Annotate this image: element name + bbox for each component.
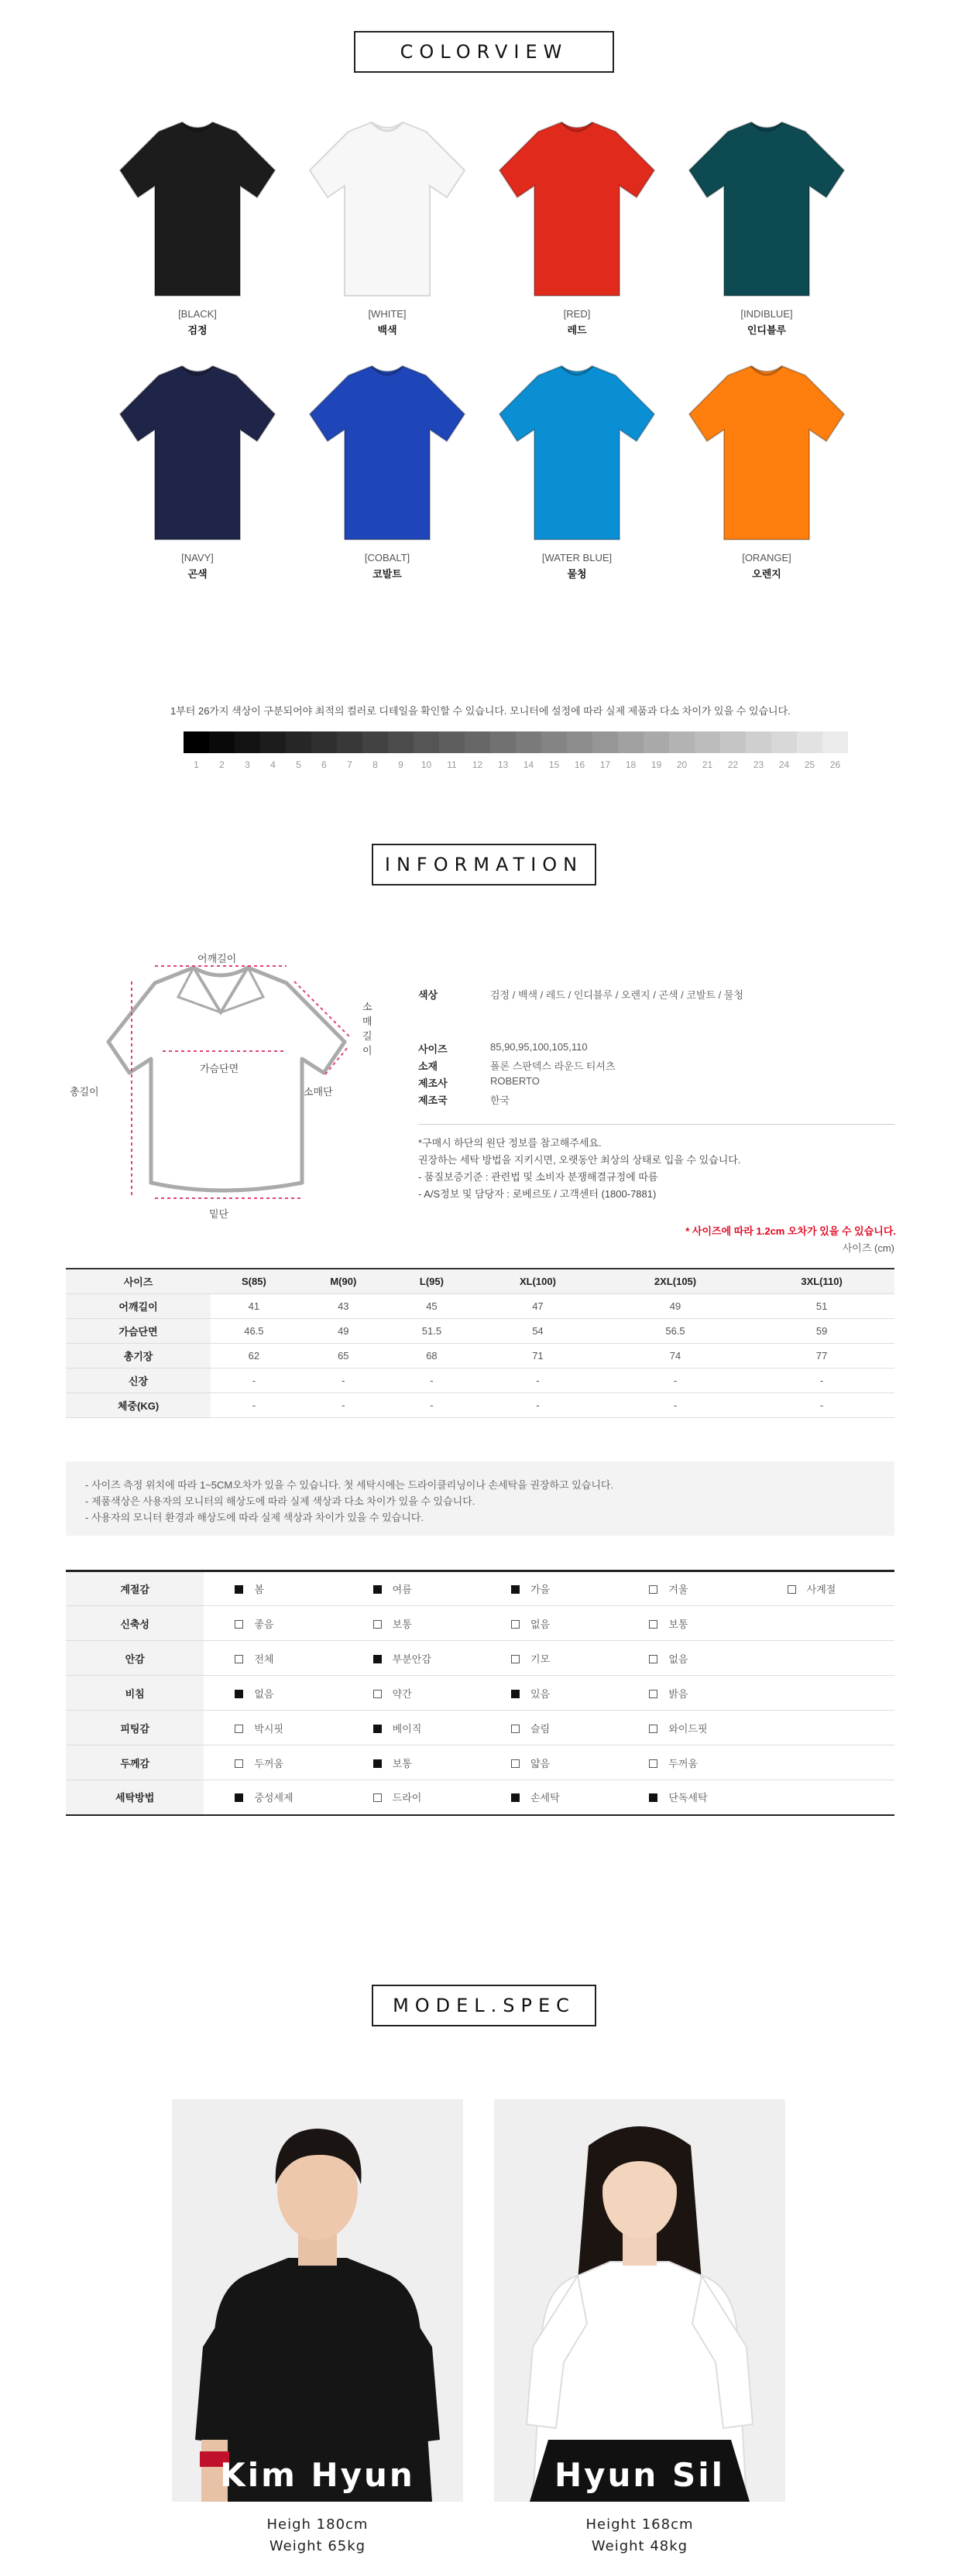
- model-height-female: Height 168cm: [585, 2516, 694, 2533]
- grayscale-number: 12: [472, 759, 483, 770]
- feature-option-label: 두꺼움: [668, 1757, 698, 1769]
- feature-option: [480, 1676, 618, 1711]
- feature-option: [618, 1571, 756, 1606]
- grayscale-swatch: [567, 731, 592, 753]
- model-photo-female: [494, 2099, 785, 2502]
- color-swatch: [108, 116, 287, 337]
- empty-square-icon: [511, 1620, 520, 1629]
- grayscale-number: 13: [497, 759, 509, 770]
- size-cell: -: [297, 1368, 390, 1392]
- feature-option-label: 베이직: [392, 1722, 422, 1735]
- feature-option: [480, 1571, 618, 1606]
- color-name: 물청: [567, 568, 587, 580]
- size-unit: 사이즈 (cm): [842, 1242, 894, 1254]
- feature-option-label: 두꺼움: [254, 1757, 284, 1769]
- feature-label: 세탁방법: [66, 1780, 204, 1815]
- grayscale-number: 18: [625, 759, 637, 770]
- size-cell: 51.5: [390, 1318, 474, 1343]
- feature-option-label: 좋음: [254, 1618, 274, 1630]
- color-swatch: [678, 116, 856, 337]
- feature-label: 두께감: [66, 1745, 204, 1780]
- color-code: [COBALT]: [364, 552, 410, 564]
- feature-option: [204, 1745, 342, 1780]
- feature-option-label: 사계절: [806, 1584, 836, 1595]
- table-row: [66, 1676, 894, 1711]
- checked-square-icon: [235, 1690, 243, 1698]
- feature-option-label: 손세탁: [530, 1792, 560, 1804]
- feature-option-label: 얇음: [530, 1757, 551, 1769]
- colorview-title: COLORVIEW: [354, 31, 614, 73]
- size-cell: 56.5: [602, 1318, 749, 1343]
- size-header-cell: 사이즈: [66, 1269, 211, 1293]
- feature-option-label: 보통: [392, 1618, 412, 1630]
- empty-square-icon: [511, 1759, 520, 1768]
- empty-square-icon: [788, 1585, 796, 1594]
- grayscale-swatch: [669, 731, 695, 753]
- color-swatch: [108, 360, 287, 581]
- grayscale-swatch: [797, 731, 822, 753]
- color-name: 오렌지: [752, 568, 781, 580]
- feature-option: [342, 1571, 480, 1606]
- size-cell: 43: [297, 1293, 390, 1318]
- checked-square-icon: [373, 1759, 382, 1768]
- feature-option: [618, 1780, 756, 1815]
- empty-square-icon: [235, 1620, 243, 1629]
- grayscale-swatch: [235, 731, 260, 753]
- info-label: 사이즈: [418, 1043, 448, 1055]
- size-cell: -: [602, 1392, 749, 1417]
- feature-option: [204, 1676, 342, 1711]
- diagram-chest-label: 가슴단면: [200, 1063, 239, 1074]
- grayscale-swatch: [311, 731, 337, 753]
- grayscale-swatch: [695, 731, 720, 753]
- feature-option-label: 여름: [392, 1584, 412, 1595]
- diagram-hem-label: 밑단: [209, 1208, 229, 1220]
- feature-option: [480, 1780, 618, 1815]
- feature-option-label: 기모: [530, 1653, 551, 1665]
- table-row: [66, 1343, 894, 1368]
- checked-square-icon: [373, 1655, 382, 1663]
- grayscale-number: 4: [270, 759, 276, 770]
- care-line: - 품질보증기준 : 관련법 및 소비자 분쟁해결규정에 따름: [418, 1171, 658, 1183]
- grayscale-swatch: [439, 731, 465, 753]
- table-row: [66, 1571, 894, 1606]
- checked-square-icon: [373, 1585, 382, 1594]
- feature-option: [757, 1606, 894, 1641]
- size-cell: 45: [390, 1293, 474, 1318]
- feature-option: [342, 1641, 480, 1676]
- grayscale-swatch: [209, 731, 235, 753]
- tshirt-icon: [306, 360, 469, 546]
- information-title: INFORMATION: [372, 844, 596, 886]
- color-code: [NAVY]: [181, 552, 214, 564]
- checked-square-icon: [235, 1585, 243, 1594]
- feature-table: [66, 1570, 894, 1816]
- info-label: 색상: [418, 989, 438, 1001]
- empty-square-icon: [649, 1690, 657, 1698]
- feature-option: [480, 1745, 618, 1780]
- feature-option: [480, 1711, 618, 1745]
- grayscale-swatch: [465, 731, 490, 753]
- feature-option: [480, 1606, 618, 1641]
- grayscale-number: 11: [447, 759, 457, 770]
- feature-option-label: 겨울: [668, 1584, 688, 1595]
- size-header-cell: L(95): [390, 1269, 474, 1293]
- grayscale-number: 5: [296, 759, 301, 770]
- tshirt-icon: [116, 116, 279, 302]
- feature-option: [618, 1745, 756, 1780]
- grayscale-number: 24: [778, 759, 790, 770]
- grayscale-number: 20: [676, 759, 688, 770]
- size-cell: 46.5: [211, 1318, 297, 1343]
- model-name-female: Hyun Sil: [554, 2456, 725, 2494]
- grayscale-number: 1: [194, 759, 199, 770]
- empty-square-icon: [373, 1690, 382, 1698]
- grayscale-number: 23: [753, 759, 764, 770]
- care-line: 권장하는 세탁 방법을 지키시면, 오랫동안 최상의 상태로 입을 수 있습니다.: [418, 1154, 741, 1166]
- feature-option: [618, 1606, 756, 1641]
- grayscale-swatch: [260, 731, 286, 753]
- size-cell: -: [749, 1392, 894, 1417]
- feature-option: [757, 1571, 894, 1606]
- grayscale-number: 25: [804, 759, 815, 770]
- size-header-cell: S(85): [211, 1269, 297, 1293]
- grayscale-swatch: [720, 731, 746, 753]
- model-height-male: Heigh 180cm: [266, 2516, 369, 2533]
- diagram-sleeve-length-label: 소매길이: [362, 1001, 372, 1057]
- tshirt-icon: [685, 360, 848, 546]
- empty-square-icon: [235, 1725, 243, 1733]
- notice-box: [66, 1461, 894, 1536]
- grayscale-swatch: [592, 731, 618, 753]
- grayscale-swatch: [490, 731, 516, 753]
- feature-option-label: 박시핏: [254, 1722, 284, 1735]
- size-cell: 71: [474, 1343, 602, 1368]
- checked-square-icon: [373, 1725, 382, 1733]
- feature-option-label: 슬림: [530, 1722, 551, 1735]
- feature-option-label: 밝음: [668, 1687, 688, 1700]
- color-name: 검정: [187, 324, 208, 336]
- color-code: [RED]: [563, 308, 591, 320]
- model-female-figure: [494, 2099, 785, 2502]
- empty-square-icon: [649, 1759, 657, 1768]
- size-table-header: [66, 1269, 894, 1293]
- feature-option: [204, 1606, 342, 1641]
- tshirt-icon: [306, 116, 469, 302]
- feature-option-label: 봄: [254, 1584, 264, 1595]
- care-line: *구매시 하단의 원단 정보를 참고해주세요.: [418, 1137, 602, 1149]
- size-cell: 68: [390, 1343, 474, 1368]
- empty-square-icon: [373, 1620, 382, 1629]
- grayscale-number: 17: [599, 759, 611, 770]
- feature-label: 신축성: [66, 1606, 204, 1641]
- table-row: [66, 1606, 894, 1641]
- model-weight-male: Weight 65kg: [269, 2538, 366, 2554]
- feature-option-label: 보통: [392, 1757, 412, 1769]
- grayscale-swatch: [414, 731, 439, 753]
- grayscale-swatch: [822, 731, 848, 753]
- color-swatch: [678, 360, 856, 581]
- color-code: [WATER BLUE]: [541, 552, 613, 564]
- color-swatch: [488, 116, 666, 337]
- size-header-cell: 2XL(105): [602, 1269, 749, 1293]
- feature-option: [618, 1711, 756, 1745]
- tshirt-icon: [496, 116, 658, 302]
- size-cell: -: [474, 1392, 602, 1417]
- size-cell: 74: [602, 1343, 749, 1368]
- grayscale-swatch: [388, 731, 414, 753]
- table-row: [66, 1780, 894, 1815]
- size-row-label: 어깨길이: [66, 1293, 211, 1318]
- diagram-sleeve-end-label: 소매단: [304, 1086, 333, 1098]
- color-swatch: [488, 360, 666, 581]
- feature-option: [342, 1676, 480, 1711]
- color-name: 레드: [567, 324, 587, 336]
- checked-square-icon: [649, 1793, 657, 1802]
- size-header-cell: 3XL(110): [749, 1269, 894, 1293]
- empty-square-icon: [373, 1793, 382, 1802]
- tshirt-icon: [496, 360, 658, 546]
- notice-line: - 사이즈 측정 위치에 따라 1~5CM오차가 있을 수 있습니다. 첫 세탁시에는 드라이클리닝이나 손세탁을 권장하고 있습니다.: [85, 1479, 614, 1491]
- feature-option: [204, 1711, 342, 1745]
- feature-option: [757, 1676, 894, 1711]
- info-label: 제조국: [418, 1094, 448, 1106]
- empty-square-icon: [235, 1655, 243, 1663]
- feature-option-label: 있음: [530, 1687, 551, 1700]
- feature-option-label: 드라이: [392, 1792, 422, 1804]
- color-name: 백색: [377, 324, 397, 336]
- feature-option: [342, 1745, 480, 1780]
- size-cell: -: [390, 1392, 474, 1417]
- model-male-figure: [172, 2099, 463, 2502]
- grayscale-number: 2: [219, 759, 225, 770]
- notice-line: - 사용자의 모니터 환경과 해상도에 따라 실제 색상과 차이가 있을 수 있습니다.: [85, 1512, 424, 1523]
- color-code: [WHITE]: [368, 308, 407, 320]
- grayscale-number: 6: [321, 759, 327, 770]
- size-row-label: 총기장: [66, 1343, 211, 1368]
- size-cell: 59: [749, 1318, 894, 1343]
- grayscale-number: 9: [398, 759, 403, 770]
- size-row-label: 체중(KG): [66, 1392, 211, 1417]
- table-row: [66, 1368, 894, 1392]
- feature-label: 비침: [66, 1676, 204, 1711]
- empty-square-icon: [649, 1585, 657, 1594]
- color-name: 곤색: [187, 568, 208, 580]
- feature-option-label: 보통: [668, 1618, 688, 1630]
- checked-square-icon: [511, 1585, 520, 1594]
- size-diagram: [70, 951, 372, 1229]
- feature-option: [204, 1780, 342, 1815]
- checked-square-icon: [511, 1793, 520, 1802]
- grayscale-swatch: [362, 731, 388, 753]
- empty-square-icon: [235, 1759, 243, 1768]
- grayscale-swatch: [516, 731, 541, 753]
- size-tolerance-note: * 사이즈에 따라 1.2cm 오차가 있을 수 있습니다.: [685, 1225, 896, 1237]
- grayscale-number: 26: [829, 759, 841, 770]
- table-row: [66, 1641, 894, 1676]
- size-cell: 54: [474, 1318, 602, 1343]
- feature-option: [757, 1711, 894, 1745]
- feature-option-label: 가을: [530, 1584, 551, 1595]
- size-header-cell: M(90): [297, 1269, 390, 1293]
- grayscale-swatch: [771, 731, 797, 753]
- size-cell: 49: [297, 1318, 390, 1343]
- grayscale-number: 8: [372, 759, 378, 770]
- model-photo-male: [172, 2099, 463, 2502]
- size-row-label: 신장: [66, 1368, 211, 1392]
- feature-option: [757, 1745, 894, 1780]
- diagram-total-length-label: 총길이: [70, 1086, 99, 1098]
- size-cell: -: [390, 1368, 474, 1392]
- size-cell: -: [749, 1368, 894, 1392]
- grayscale-number: 19: [650, 759, 662, 770]
- grayscale-swatch: [644, 731, 669, 753]
- size-cell: -: [297, 1392, 390, 1417]
- info-value: 85,90,95,100,105,110: [490, 1041, 588, 1053]
- feature-option: [204, 1641, 342, 1676]
- size-cell: 77: [749, 1343, 894, 1368]
- feature-option-label: 없음: [530, 1618, 551, 1630]
- size-header-cell: XL(100): [474, 1269, 602, 1293]
- feature-option-label: 단독세탁: [668, 1792, 708, 1804]
- grayscale-number: 21: [702, 759, 713, 770]
- grayscale-swatch: [184, 731, 209, 753]
- tshirt-icon: [116, 360, 279, 546]
- tshirt-icon: [685, 116, 848, 302]
- grayscale-number: 15: [548, 759, 560, 770]
- grayscale-swatch: [286, 731, 311, 753]
- model-spec-male: [172, 2514, 463, 2557]
- size-cell: 51: [749, 1293, 894, 1318]
- table-row: [66, 1318, 894, 1343]
- color-name: 코발트: [372, 568, 402, 580]
- table-row: [66, 1392, 894, 1417]
- grayscale-swatch: [618, 731, 644, 753]
- info-value: ROBERTO: [490, 1075, 540, 1087]
- care-info: [418, 1135, 740, 1203]
- table-row: [66, 1711, 894, 1745]
- grayscale-number: 14: [523, 759, 534, 770]
- size-cell: 62: [211, 1343, 297, 1368]
- feature-option: [204, 1571, 342, 1606]
- diagram-shoulder-label: 어깨길이: [197, 953, 237, 964]
- table-row: [66, 1745, 894, 1780]
- color-code: [INDIBLUE]: [740, 308, 793, 320]
- checked-square-icon: [235, 1793, 243, 1802]
- notice-line: - 제품색상은 사용자의 모니터의 해상도에 따라 실제 색상과 다소 차이가 있을 수 있습니다.: [85, 1495, 475, 1507]
- grayscale-bar: [184, 731, 848, 778]
- info-value: 한국: [490, 1094, 510, 1106]
- empty-square-icon: [649, 1725, 657, 1733]
- feature-option: [757, 1641, 894, 1676]
- feature-option: [342, 1780, 480, 1815]
- feature-label: 계절감: [66, 1571, 204, 1606]
- checked-square-icon: [511, 1690, 520, 1698]
- color-code: [BLACK]: [178, 308, 217, 320]
- info-value: 폴론 스판덱스 라운드 티셔츠: [490, 1060, 616, 1072]
- model-spec-female: [494, 2514, 785, 2557]
- grayscale-swatch: [746, 731, 771, 753]
- size-cell: -: [474, 1368, 602, 1392]
- empty-square-icon: [649, 1620, 657, 1629]
- color-swatch: [298, 116, 476, 337]
- model-spec-title: MODEL.SPEC: [372, 1985, 596, 2026]
- grayscale-number: 10: [420, 759, 432, 770]
- grayscale-swatch: [337, 731, 362, 753]
- empty-square-icon: [511, 1725, 520, 1733]
- size-cell: -: [211, 1368, 297, 1392]
- size-cell: 47: [474, 1293, 602, 1318]
- feature-option-label: 부분안감: [392, 1653, 431, 1665]
- info-divider: [418, 1124, 894, 1125]
- grayscale-number: 16: [574, 759, 585, 770]
- feature-option-label: 와이드핏: [668, 1722, 708, 1735]
- size-cell: 41: [211, 1293, 297, 1318]
- grayscale-number: 7: [347, 759, 352, 770]
- size-cell: -: [211, 1392, 297, 1417]
- size-cell: 49: [602, 1293, 749, 1318]
- grayscale-number: 3: [245, 759, 250, 770]
- info-label: 소재: [418, 1060, 438, 1072]
- color-swatch: [298, 360, 476, 581]
- model-weight-female: Weight 48kg: [591, 2538, 688, 2554]
- feature-option: [618, 1676, 756, 1711]
- care-line: - A/S정보 및 담당자 : 로베르또 / 고객센터 (1800-7881): [418, 1188, 657, 1200]
- grayscale-number: 22: [727, 759, 739, 770]
- feature-label: 피팅감: [66, 1711, 204, 1745]
- grayscale-swatch: [541, 731, 567, 753]
- size-cell: 65: [297, 1343, 390, 1368]
- feature-option-label: 전체: [254, 1653, 274, 1665]
- info-label: 제조사: [418, 1077, 448, 1089]
- feature-option-label: 없음: [668, 1653, 688, 1665]
- size-table: [66, 1268, 894, 1418]
- color-note: 1부터 26가지 색상이 구분되어야 최적의 컬러로 디테일을 확인할 수 있습니다. 모니터에 설정에 따라 실제 제품과 다소 차이가 있을 수 있습니다.: [170, 705, 791, 717]
- feature-option: [757, 1780, 894, 1815]
- feature-option: [480, 1641, 618, 1676]
- feature-option: [342, 1606, 480, 1641]
- feature-option: [618, 1641, 756, 1676]
- feature-option-label: 중성세제: [254, 1792, 293, 1804]
- size-cell: -: [602, 1368, 749, 1392]
- feature-option-label: 없음: [254, 1687, 274, 1700]
- color-name: 인디블루: [747, 324, 787, 336]
- model-name-male: Kim Hyun: [220, 2456, 415, 2494]
- feature-option-label: 약간: [392, 1687, 412, 1700]
- table-row: [66, 1293, 894, 1318]
- feature-option: [342, 1711, 480, 1745]
- size-row-label: 가슴단면: [66, 1318, 211, 1343]
- empty-square-icon: [649, 1655, 657, 1663]
- feature-label: 안감: [66, 1641, 204, 1676]
- color-code: [ORANGE]: [742, 552, 791, 564]
- empty-square-icon: [511, 1655, 520, 1663]
- info-value: 검정 / 백색 / 레드 / 인디블루 / 오렌지 / 곤색 / 코발트 / 물청: [490, 989, 744, 1001]
